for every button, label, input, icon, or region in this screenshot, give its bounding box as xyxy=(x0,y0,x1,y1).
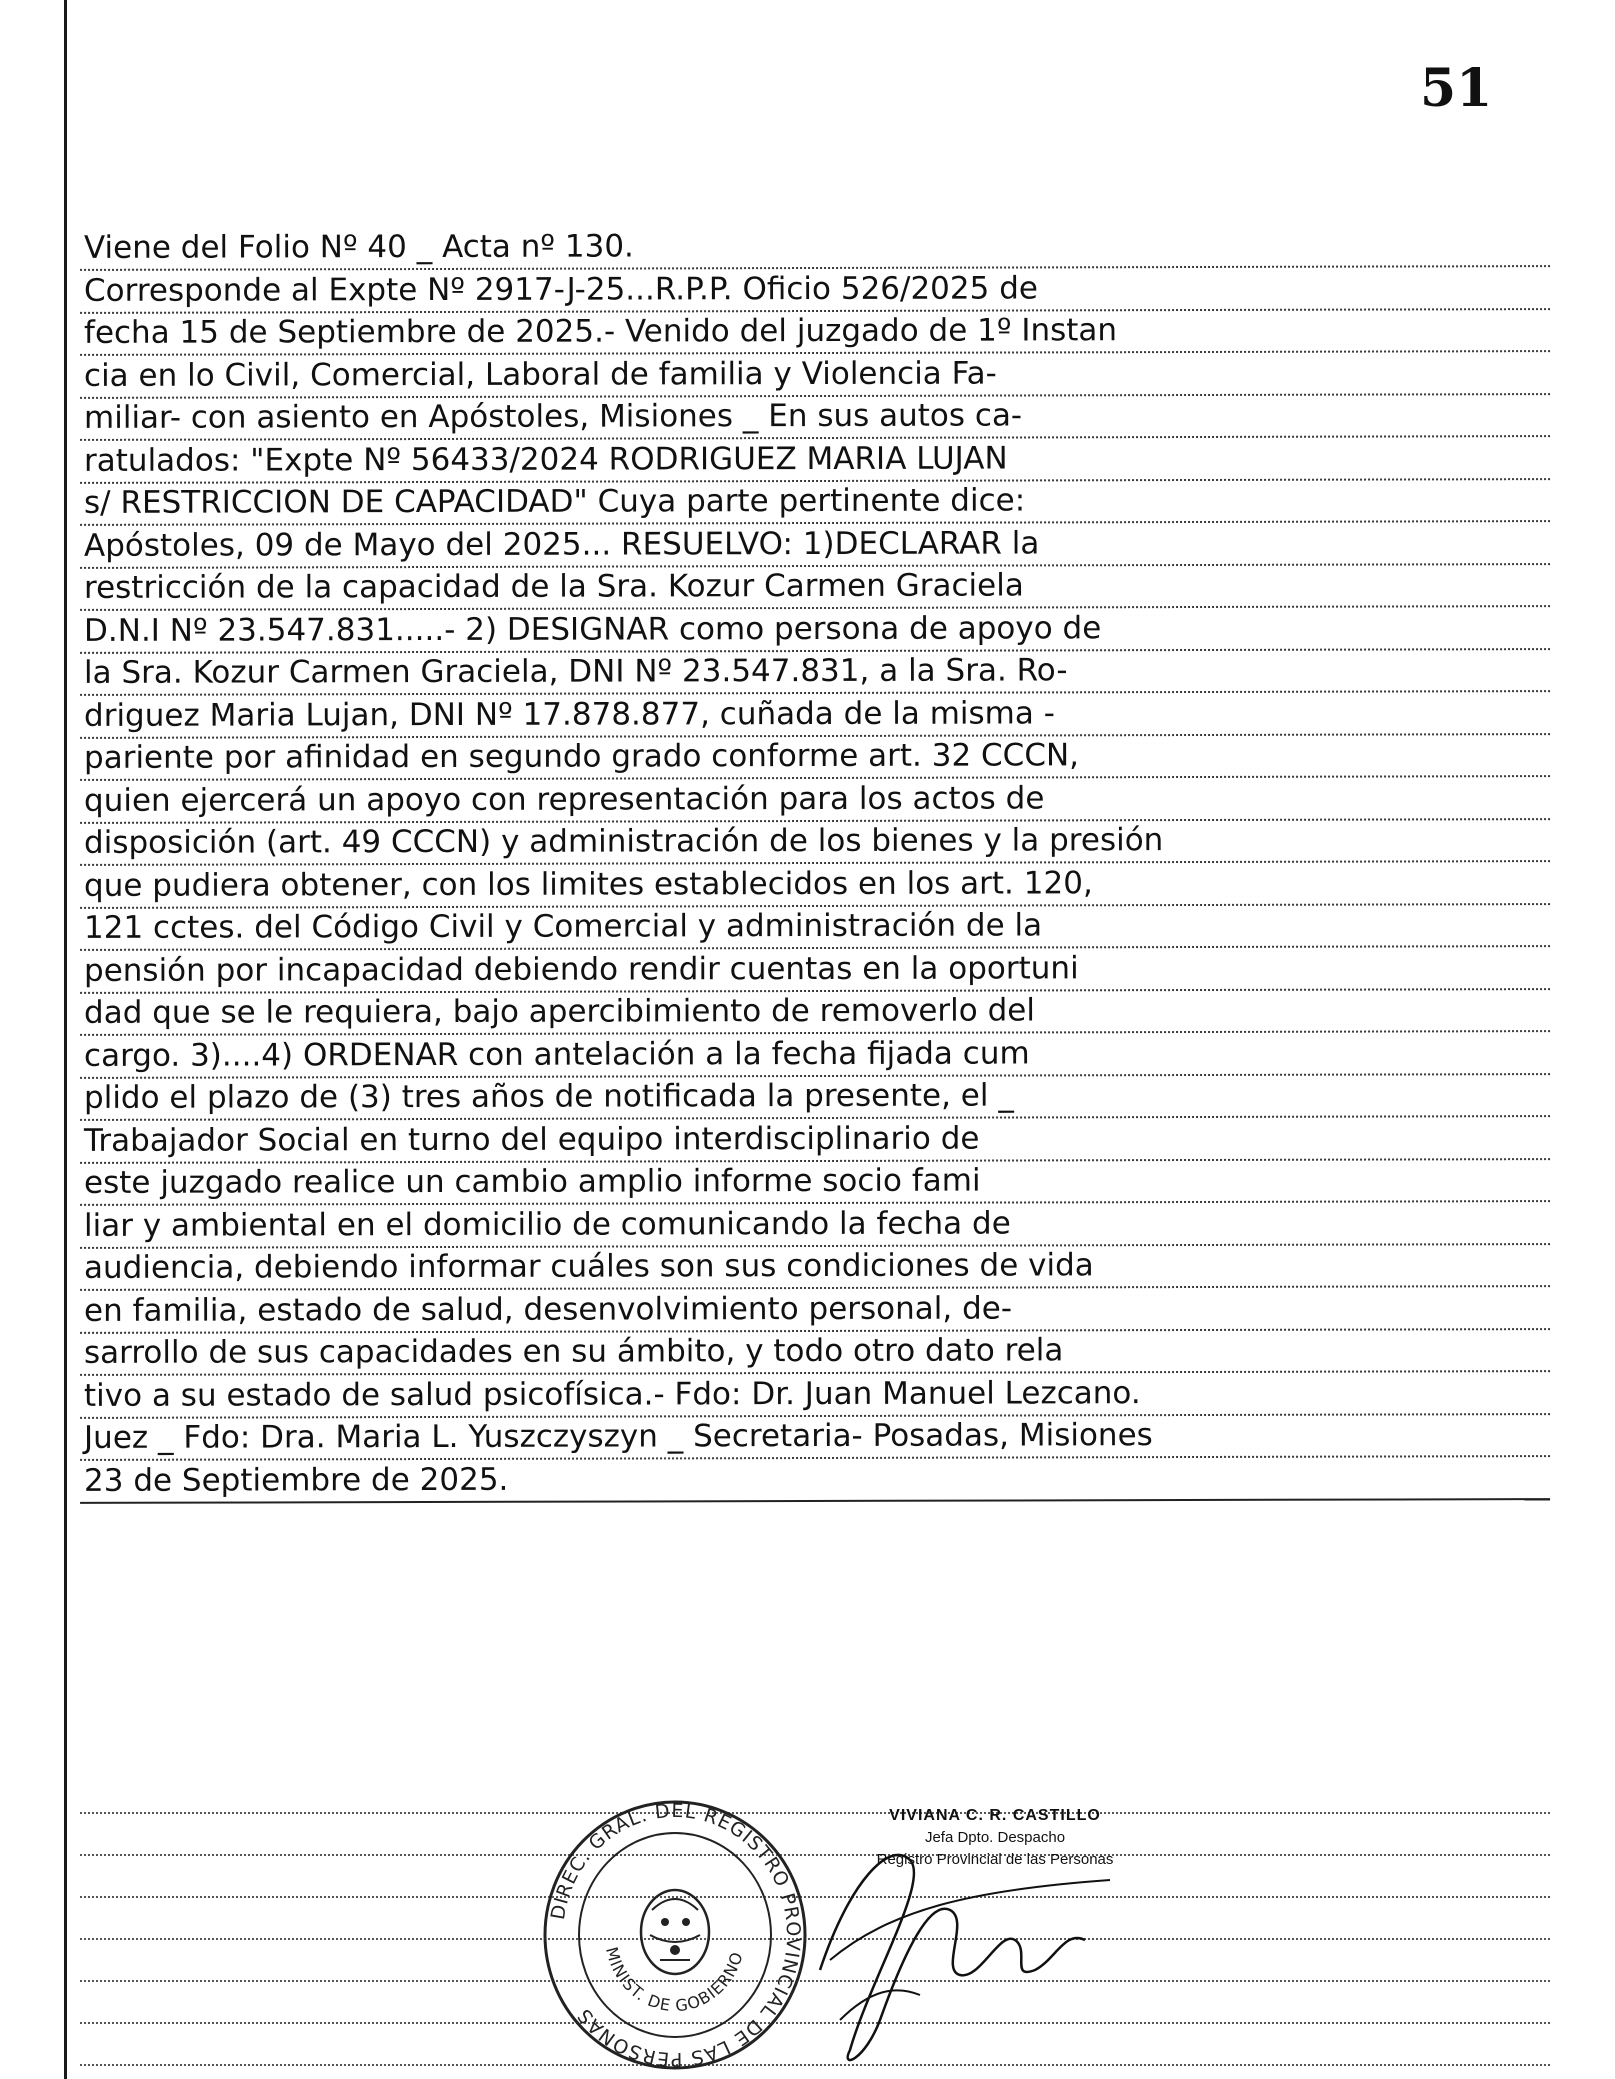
seal-inner-text: MINIST. DE GOBIERNO xyxy=(601,1944,747,2016)
text-line: audiencia, debiendo informar cuáles son sus condiciones de vida xyxy=(80,1244,1550,1290)
text-line: pariente por afinidad en segundo grado conforme art. 32 CCCN, xyxy=(80,734,1550,780)
text-line: plido el plazo de (3) tres años de notificada la presente, el _ xyxy=(80,1074,1550,1120)
page-number: 51 xyxy=(1420,58,1493,119)
text-line: la Sra. Kozur Carmen Graciela, DNI Nº 23.547.831, a la Sra. Ro- xyxy=(80,649,1550,695)
text-line: miliar- con asiento en Apóstoles, Misiones _ En sus autos ca- xyxy=(80,394,1550,440)
text-line: liar y ambiental en el domicilio de comunicando la fecha de xyxy=(80,1202,1550,1248)
text-line: en familia, estado de salud, desenvolvimiento personal, de- xyxy=(80,1287,1550,1333)
svg-text:MINIST. DE GOBIERNO xyxy=(602,1945,747,2015)
text-line: sarrollo de sus capacidades en su ámbito, y todo otro dato rela xyxy=(80,1329,1550,1375)
text-line: Apóstoles, 09 de Mayo del 2025... RESUELVO: 1)DECLARAR la xyxy=(80,522,1550,568)
text-line: que pudiera obtener, con los limites establecidos en los art. 120, xyxy=(80,862,1550,908)
margin-rule xyxy=(64,0,67,2079)
text-line: Viene del Folio Nº 40 _ Acta nº 130. xyxy=(80,224,1550,270)
blank-line xyxy=(80,1772,1550,1814)
text-line: 23 de Septiembre de 2025. xyxy=(80,1457,1550,1503)
text-line: D.N.I Nº 23.547.831.....- 2) DESIGNAR como persona de apoyo de xyxy=(80,607,1550,653)
text-line: Juez _ Fdo: Dra. Maria L. Yuszczyszyn _ Secretaria- Posadas, Misiones xyxy=(80,1414,1550,1460)
text-line: fecha 15 de Septiembre de 2025.- Venido del juzgado de 1º Instan xyxy=(80,309,1550,355)
signatory-organization: Registro Provincial de las Personas xyxy=(876,1851,1114,1868)
text-line: 121 cctes. del Código Civil y Comercial y administración de la xyxy=(80,904,1550,950)
text-line: Corresponde al Expte Nº 2917-J-25...R.P.P. Oficio 526/2025 de xyxy=(80,267,1550,313)
signatory-name: VIVIANA C. R. CASTILLO xyxy=(889,1807,1101,1824)
signature-block xyxy=(835,1805,1155,1871)
text-line: quien ejercerá un apoyo con representación para los actos de xyxy=(80,777,1550,823)
seal-ring-text: DIREC. GRAL. DEL REGISTRO PROVINCIAL DE LAS PERSONAS xyxy=(546,1800,805,2070)
signatory-role: Jefa Dpto. Despacho xyxy=(924,1829,1066,1846)
coat-of-arms-icon xyxy=(641,1890,709,1974)
text-line: s/ RESTRICCION DE CAPACIDAD" Cuya parte pertinente dice: xyxy=(80,479,1550,525)
text-line: ratulados: "Expte Nº 56433/2024 RODRIGUEZ MARIA LUJAN xyxy=(80,437,1550,483)
text-line: cargo. 3)....4) ORDENAR con antelación a la fecha fijada cum xyxy=(80,1032,1550,1078)
text-line: pensión por incapacidad debiendo rendir cuentas en la oportuni xyxy=(80,947,1550,993)
text-line: este juzgado realice un cambio amplio informe socio fami xyxy=(80,1159,1550,1205)
text-line: Trabajador Social en turno del equipo interdisciplinario de xyxy=(80,1117,1550,1163)
text-line: tivo a su estado de salud psicofísica.- Fdo: Dr. Juan Manuel Lezcano. xyxy=(80,1372,1550,1418)
text-line: restricción de la capacidad de la Sra. Kozur Carmen Graciela xyxy=(80,564,1550,610)
registry-seal-stamp xyxy=(540,1800,810,2070)
text-line: driguez Maria Lujan, DNI Nº 17.878.877, cuñada de la misma - xyxy=(80,692,1550,738)
text-line: disposición (art. 49 CCCN) y administración de los bienes y la presión xyxy=(80,819,1550,865)
text-line: dad que se le requiera, bajo apercibimiento de removerlo del xyxy=(80,989,1550,1035)
text-line: cia en lo Civil, Comercial, Laboral de familia y Violencia Fa- xyxy=(80,352,1550,398)
handwritten-body xyxy=(80,226,1550,1501)
